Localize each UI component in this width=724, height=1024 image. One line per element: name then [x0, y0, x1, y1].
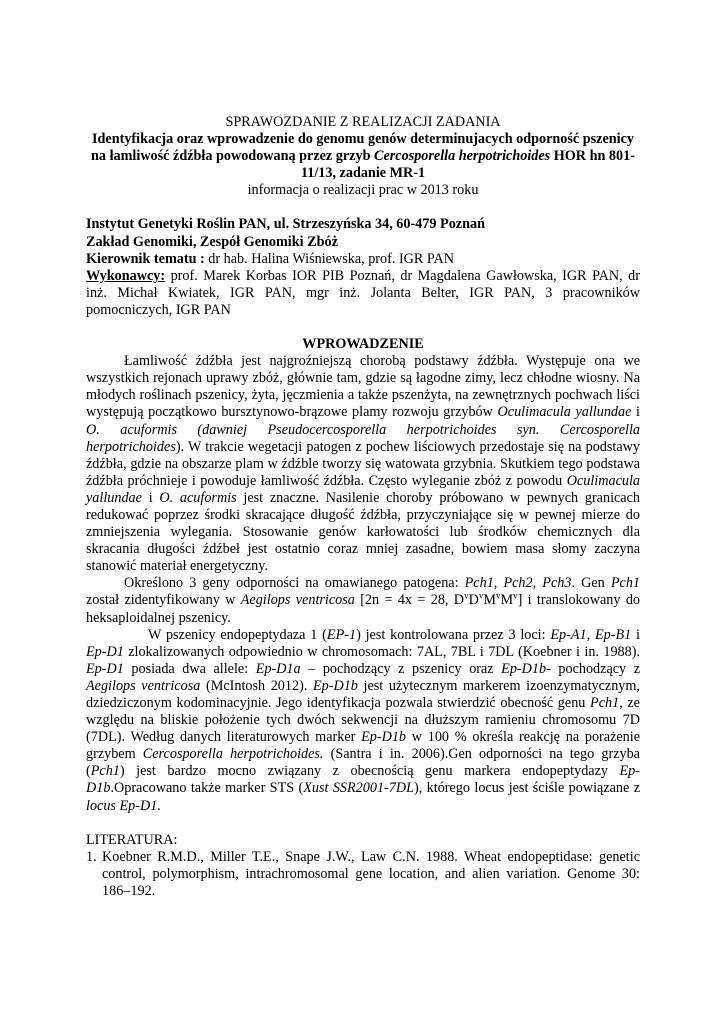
text-run: .Opracowano także marker STS (	[110, 780, 304, 797]
introduction-section	[86, 336, 640, 815]
subject-line-1: Identyfikacja oraz wprowadzenie do genomu genów determinujacych odporność pszenicy	[92, 131, 634, 148]
gene-name: Ep-D1a	[255, 660, 301, 677]
text-run: ,	[586, 626, 595, 643]
literature-heading: LITERATURA:	[86, 831, 178, 848]
pathogen-name: Cercosporella herpotrichoides	[374, 148, 551, 165]
spacer	[86, 815, 640, 832]
text-run: ) jest kontrolowana przez 3 loci:	[356, 626, 551, 643]
intro-paragraph-3	[86, 627, 640, 815]
text-run: M	[500, 592, 514, 609]
gene-name: Ep-D1b	[361, 729, 407, 746]
text-run: ), którego locus jest ściśle powiązane z	[414, 780, 640, 797]
text-run: pochodzący z	[550, 660, 640, 677]
gene-name: Ep-D1	[86, 660, 124, 677]
intro-paragraph-1	[86, 353, 640, 575]
text-run: i	[631, 626, 640, 643]
gene-name: Ep-D1b	[86, 763, 640, 797]
contractors	[86, 268, 640, 319]
gene-name: Ep-D1b-	[501, 660, 551, 677]
text-run: M	[483, 592, 496, 609]
introduction-heading: WPROWADZENIE	[302, 336, 424, 353]
gene-name: Ep-A1	[550, 626, 587, 643]
text-run: jest znaczne. Nasilenie choroby próbowano w pewnych granicach redukować poprzez środki skracające długość źdźbła, przyczyniające się w pewnej mierze do zmniejszenia wylegania. Stosowanie genów karłowatości lub środków chemicznych dla skracania długości źdźbeł jest ostatnio coraz mniej zasadne, bowiem masa słomy zaczyna stanowić materiał energetyczny.	[86, 489, 640, 575]
text-run: Łamliwość źdźbła jest najgroźniejszą chorobą podstawy źdźbła. Występuje ona we wszystkich rejonach uprawy zbóż, głównie tam, gdzie są łagodne zimy, lecz chłodne wiosny. Na młodych roślinach pszenicy, żyta, jęczmienia a także pszenżyta, na zewnętrznych pochwach liści występują początkowo bursztynowo-brązowe plamy rozwoju grzybów	[86, 353, 640, 421]
species-name: Oculimacula yallundae	[86, 472, 640, 506]
text-run: D	[468, 592, 479, 609]
gene-name: Pch2	[503, 575, 533, 592]
text-run: i	[141, 489, 160, 506]
report-header	[86, 114, 640, 199]
subject-text: na łamliwość źdźbła powodowaną przez grzyb	[91, 148, 375, 165]
leader-label: Kierownik tematu :	[86, 250, 205, 267]
project-leader	[86, 251, 640, 268]
species-name: O. acuformis	[159, 489, 237, 506]
text-run: (Santra i in. 2006).Gen odporności na tego grzyba (	[86, 746, 640, 780]
text-run: jest użytecznym markerem izoenzymatycznym, dziedziczonym kodominacyjnie. Jego identyfikacja pozwala stwierdzić obecność genu	[86, 677, 640, 711]
text-run: ,	[493, 575, 504, 592]
text-run: ) jest bardzo mocno związany z obecnością genu markera endopeptydazy	[119, 763, 620, 780]
subject-line-2	[86, 148, 640, 165]
report-info: informacja o realizacji prac w 2013 roku	[247, 182, 479, 199]
text-run: ,	[532, 575, 543, 592]
text-run: ). W trakcie wegetacji patogen z pochew liściowych przedostaje się na podstawy źdźbła, gdzie na obszarze plam w źdźble tworzy się watowata grzybnia. Skutkiem tego podstawa źdźbła próchnieje i powoduje łamliwość źdźbła. Często wyleganie zbóż z powodu	[86, 438, 640, 489]
genome-superscript: v	[495, 590, 501, 601]
gene-name: Pch1	[90, 763, 120, 780]
text-run: zlokalizowanych odpowiednio w chromosomach: 7AL, 7BL i 7DL (Koebner i in. 1988).	[123, 643, 640, 660]
locus-name: locus Ep-D1.	[86, 797, 161, 814]
literature-item	[86, 849, 640, 900]
text-run: w 100 % określa reakcję na porażenie grzybem	[86, 729, 640, 763]
text-run: W pszenicy endopeptydaza 1 (	[148, 626, 327, 643]
contractors-value: prof. Marek Korbas IOR PIB Poznań, dr Magdalena Gawłowska, IGR PAN, dr inż. Michał Kwiatek, IGR PAN, mgr inż. Jolanta Belter, IGR PAN, 3 pracowników pomocniczych, IGR PAN	[86, 267, 640, 318]
gene-name: Pch1	[590, 695, 620, 711]
intro-paragraph-2	[86, 575, 640, 626]
contractors-label: Wykonawcy:	[86, 267, 166, 284]
literature-item-number: 1.	[86, 848, 97, 865]
text-run: Określono 3 geny odporności na omawianego patogena:	[124, 575, 465, 592]
genome-superscript: v	[464, 590, 469, 601]
institution-block	[86, 216, 640, 319]
subject-line-3: 11/13, zadanie MR-1	[300, 165, 426, 182]
species-name: Oculimacula yallundae	[497, 404, 632, 421]
gene-name: Ep-D1	[86, 643, 124, 660]
text-run: [2n = 4x = 28, D	[354, 592, 465, 609]
gene-name: Pch3	[542, 575, 572, 592]
text-run: ] i translokowany do heksaploidalnej pszenicy.	[86, 592, 641, 626]
text-run: . Gen	[571, 575, 611, 592]
genome-superscript: v	[478, 590, 484, 601]
text-run: (McIntosh 2012).	[200, 677, 313, 694]
text-run: został zidentyfikowany w	[86, 592, 241, 609]
leader-value: dr hab. Halina Wiśniewska, prof. IGR PAN	[204, 250, 455, 267]
report-title: SPRAWOZDANIE Z REALIZACJI ZADANIA	[225, 114, 501, 130]
genome-superscript: v	[513, 590, 518, 601]
text-run: i	[631, 404, 640, 421]
institution-name: Instytut Genetyki Roślin PAN, ul. Strzeszyńska 34, 60-479 Poznań	[86, 216, 485, 233]
species-name: Cercosporella herpotrichoides.	[142, 746, 324, 763]
species-name: Aegilops ventricosa	[240, 592, 355, 609]
project-code: HOR hn 801-	[550, 148, 635, 165]
gene-name: Ep-B1	[594, 626, 632, 643]
literature-section	[86, 832, 640, 900]
gene-name: Ep-D1b	[312, 677, 358, 694]
text-run: posiada dwa allele:	[123, 660, 256, 677]
gene-name: Pch1	[464, 575, 494, 592]
gene-name: EP-1	[326, 626, 357, 643]
literature-item-text: Koebner R.M.D., Miller T.E., Snape J.W., Law C.N. 1988. Wheat endopeptidase: genetic control, polymorphism, intrachromosomal gene location, and alien variation. Genome 30: 186–192.	[102, 848, 640, 899]
species-name: Aegilops ventricosa	[86, 677, 201, 694]
text-run: , ze względu na bliskie położenie tych dwóch sekwencji na dłuższym ramieniu chromosomu 7D (7DL). Według danych literaturowych marker	[86, 695, 640, 746]
marker-name: Xust SSR2001-7DL	[303, 780, 415, 797]
text-run: – pochodzący z pszenicy oraz	[300, 660, 502, 677]
species-name: O. acuformis (dawniej Pseudocercosporella herpotrichoides syn. Cercosporella herpotrichoides	[86, 421, 640, 455]
gene-name: Pch1	[610, 575, 641, 592]
department-name: Zakład Genomiki, Zespół Genomiki Zbóż	[86, 233, 338, 250]
